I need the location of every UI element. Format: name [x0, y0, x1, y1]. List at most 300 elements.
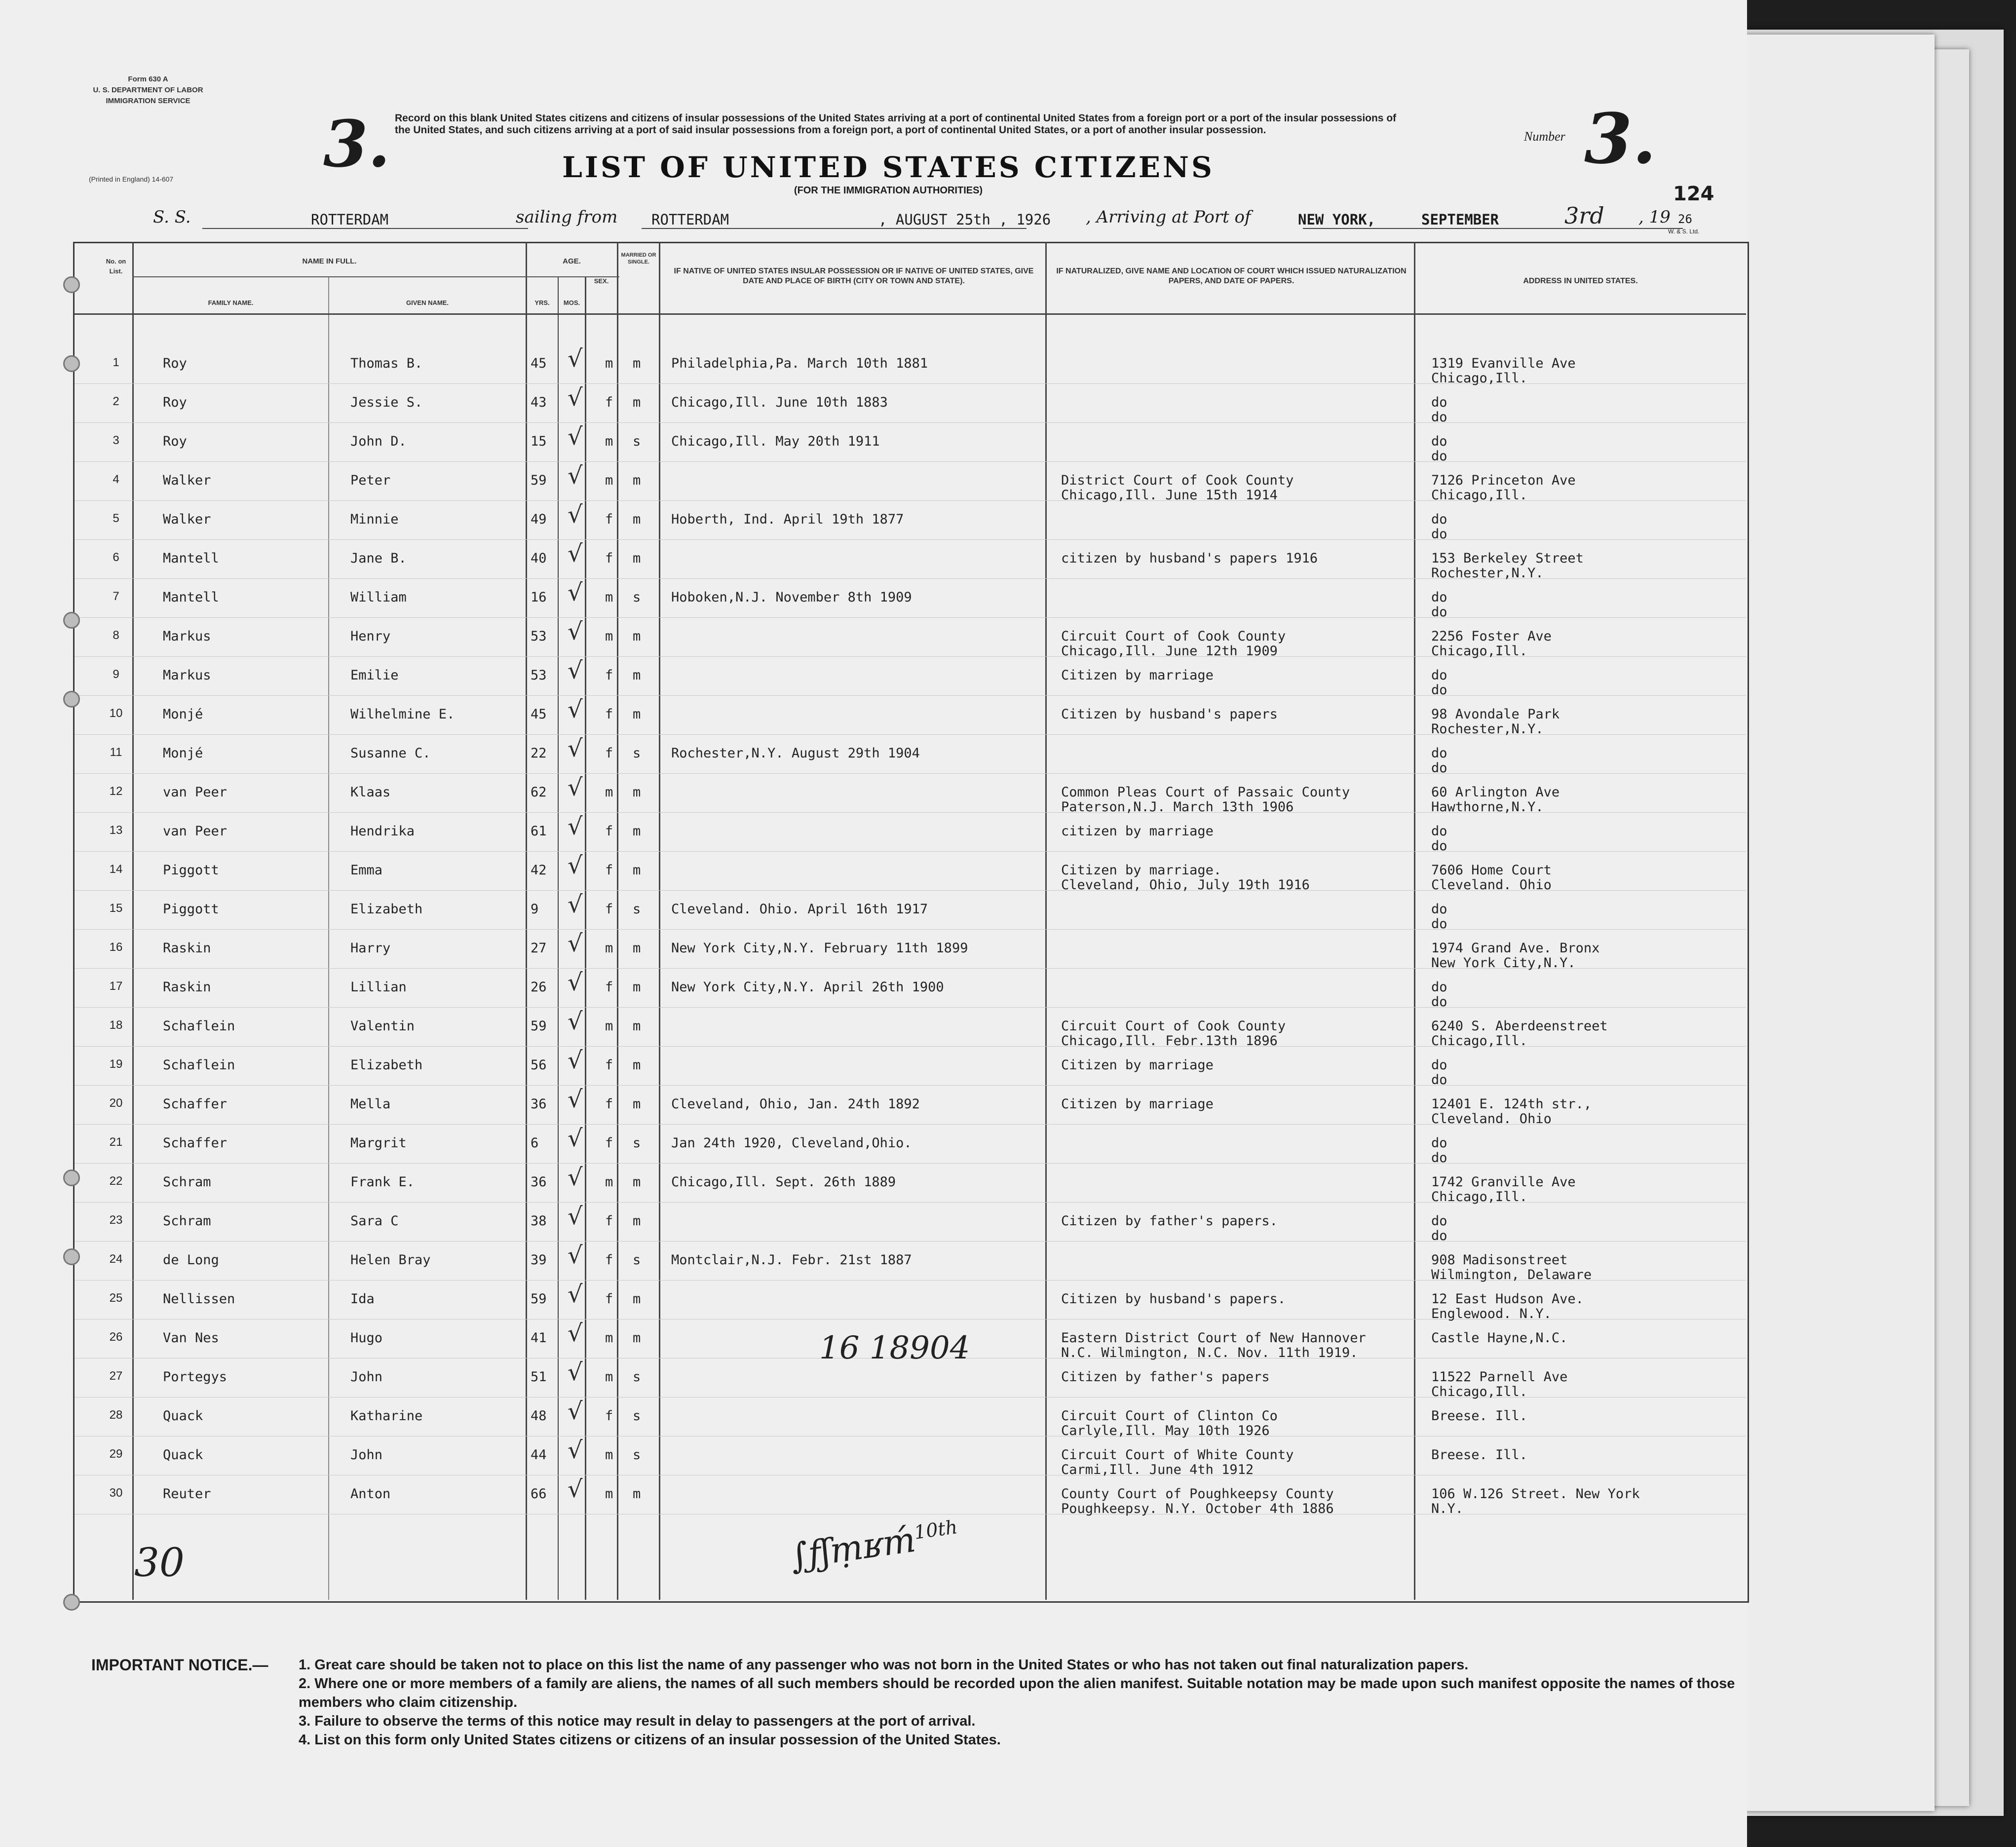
age-years: 38	[531, 1213, 547, 1229]
age-years: 16	[531, 590, 547, 605]
row-number: 4	[113, 473, 119, 486]
row-number: 30	[109, 1486, 123, 1500]
naturalization-line1: citizen by husband's papers 1916	[1061, 551, 1318, 566]
row-rule	[75, 1085, 1746, 1086]
given-name: Lillian	[350, 980, 407, 995]
marital-status: m	[633, 395, 641, 410]
age-years: 9	[531, 902, 539, 917]
address-line1: do	[1431, 512, 1447, 527]
address-line1: 2256 Foster Ave	[1431, 629, 1552, 644]
given-name: Minnie	[350, 512, 399, 527]
check-mark: √	[568, 1203, 583, 1230]
birth-info: Jan 24th 1920, Cleveland,Ohio.	[671, 1135, 912, 1151]
sex: f	[605, 707, 613, 722]
year-prefix: , 19	[1638, 207, 1671, 227]
address-line2: Rochester,N.Y.	[1431, 721, 1544, 737]
marital-status: m	[633, 1018, 641, 1034]
sex: m	[605, 1174, 613, 1190]
naturalization-line1: Citizen by marriage	[1061, 1057, 1214, 1073]
age-years: 53	[531, 668, 547, 683]
col-address: ADDRESS IN UNITED STATES.	[1523, 277, 1638, 285]
address-line1: 153 Berkeley Street	[1431, 551, 1584, 566]
sex: f	[605, 1135, 613, 1151]
marital-status: m	[633, 356, 641, 371]
sex: m	[605, 1018, 613, 1034]
address-line1: do	[1431, 1057, 1447, 1073]
age-years: 39	[531, 1252, 547, 1268]
marital-status: m	[633, 473, 641, 488]
age-years: 53	[531, 629, 547, 644]
sex: m	[605, 356, 613, 371]
address-line1: do	[1431, 1213, 1447, 1229]
row-number: 1	[113, 356, 119, 369]
check-mark: √	[568, 1086, 583, 1113]
sex: m	[605, 1369, 613, 1385]
marital-status: m	[633, 1330, 641, 1346]
marital-status: m	[633, 785, 641, 800]
family-name: Piggott	[163, 902, 219, 917]
given-name: Hendrika	[350, 824, 415, 839]
binding-hole	[63, 691, 80, 708]
page-subtitle: (FOR THE IMMIGRATION AUTHORITIES)	[794, 185, 983, 196]
address-line2: Hawthorne,N.Y.	[1431, 799, 1544, 815]
service-name: IMMIGRATION SERVICE	[106, 97, 190, 105]
given-name: Elizabeth	[350, 1057, 423, 1073]
family-name: Reuter	[163, 1486, 211, 1502]
given-name: John	[350, 1447, 383, 1463]
sex: m	[605, 590, 613, 605]
address-line2: Englewood. N.Y.	[1431, 1306, 1552, 1321]
naturalization-line1: Citizen by father's papers	[1061, 1369, 1270, 1385]
age-years: 40	[531, 551, 547, 566]
family-name: Roy	[163, 434, 187, 449]
col-birth: IF NATIVE OF UNITED STATES INSULAR POSSESSION OR IF NATIVE OF UNITED STATES, GIVE DATE AND PLACE OF BIRTH (CITY OR TOWN AND STATE).	[674, 267, 1034, 285]
address-line2: do	[1431, 994, 1447, 1010]
address-line2: do	[1431, 1228, 1447, 1244]
check-mark: √	[568, 1125, 583, 1152]
birth-info: Cleveland. Ohio. April 16th 1917	[671, 902, 928, 917]
age-years: 27	[531, 941, 547, 956]
check-mark: √	[568, 1008, 583, 1035]
address-line1: do	[1431, 1135, 1447, 1151]
age-years: 36	[531, 1096, 547, 1112]
address-line2: do	[1431, 449, 1447, 464]
given-name: Susanne C.	[350, 746, 431, 761]
address-line2: do	[1431, 604, 1447, 620]
naturalization-line2: Carmi,Ill. June 4th 1912	[1061, 1462, 1254, 1477]
row-number: 22	[109, 1174, 123, 1188]
family-name: Quack	[163, 1408, 203, 1424]
birth-info: Chicago,Ill. Sept. 26th 1889	[671, 1174, 896, 1190]
notice-item: 3. Failure to observe the terms of this notice may result in delay to passengers at the port of arrival.	[299, 1713, 976, 1729]
row-number: 11	[110, 746, 122, 759]
department-name: U. S. DEPARTMENT OF LABOR	[93, 86, 203, 94]
address-line1: do	[1431, 980, 1447, 995]
address-line2: N.Y.	[1431, 1501, 1464, 1516]
printer-mark: W. & S. Ltd.	[1668, 228, 1700, 235]
sex: f	[605, 551, 613, 566]
naturalization-line1: Citizen by marriage.	[1061, 863, 1222, 878]
given-name: Anton	[350, 1486, 391, 1502]
given-name: Hugo	[350, 1330, 383, 1346]
binding-hole	[63, 612, 80, 629]
check-mark: √	[568, 1436, 583, 1464]
given-name: Klaas	[350, 785, 391, 800]
check-mark: √	[568, 813, 583, 840]
address-line1: Castle Hayne,N.C.	[1431, 1330, 1568, 1346]
address-line1: do	[1431, 902, 1447, 917]
given-name: Emma	[350, 863, 383, 878]
notice-item: 1. Great care should be taken not to place on this list the name of any passenger who was not born in the United States or who has not taken out final naturalization papers.	[299, 1657, 1469, 1673]
sex: f	[605, 1408, 613, 1424]
address-line2: do	[1431, 916, 1447, 932]
age-years: 15	[531, 434, 547, 449]
birth-info: New York City,N.Y. April 26th 1900	[671, 980, 944, 995]
col-given: GIVEN NAME.	[406, 299, 449, 306]
naturalization-line2: Paterson,N.J. March 13th 1906	[1061, 799, 1294, 815]
sex: f	[605, 668, 613, 683]
address-line2: do	[1431, 1072, 1447, 1088]
number-value: 3.	[1584, 99, 1657, 180]
ss-label: S. S.	[153, 207, 191, 227]
address-line1: do	[1431, 668, 1447, 683]
arrival-month: SEPTEMBER	[1421, 211, 1499, 228]
marital-status: m	[633, 863, 641, 878]
given-name: Mella	[350, 1096, 391, 1112]
marital-status: s	[633, 1408, 641, 1424]
check-mark: √	[568, 735, 583, 762]
family-name: van Peer	[163, 824, 228, 839]
row-number: 21	[109, 1135, 123, 1149]
birth-info: New York City,N.Y. February 11th 1899	[671, 941, 968, 956]
marital-status: m	[633, 824, 641, 839]
address-line1: 60 Arlington Ave	[1431, 785, 1560, 800]
age-years: 59	[531, 1018, 547, 1034]
notice-item: 4. List on this form only United States citizens or citizens of an insular possession of the United States.	[299, 1732, 1001, 1748]
handwritten-list-number: 3.	[323, 106, 390, 182]
row-rule	[75, 773, 1746, 774]
address-line2: Cleveland. Ohio	[1431, 877, 1552, 893]
marital-status: s	[633, 1447, 641, 1463]
col-no: No. on List.	[106, 258, 126, 275]
printed-note: (Printed in England) 14-607	[89, 175, 174, 183]
family-name: Schram	[163, 1213, 211, 1229]
check-mark: √	[568, 1164, 583, 1191]
row-number: 23	[109, 1213, 123, 1227]
address-line2: Chicago,Ill.	[1431, 488, 1528, 503]
col-naturalized: IF NATURALIZED, GIVE NAME AND LOCATION OF COURT WHICH ISSUED NATURALIZATION PAPERS, AND DATE OF PAPERS.	[1056, 267, 1407, 285]
address-line2: Wilmington, Delaware	[1431, 1267, 1592, 1282]
birth-info: Chicago,Ill. June 10th 1883	[671, 395, 888, 410]
age-years: 43	[531, 395, 547, 410]
marital-status: s	[633, 590, 641, 605]
family-name: Van Nes	[163, 1330, 219, 1346]
marital-status: m	[633, 668, 641, 683]
family-name: Monjé	[163, 707, 203, 722]
given-name: William	[350, 590, 407, 605]
sex: f	[605, 512, 613, 527]
check-mark: √	[568, 852, 583, 879]
address-line2: Chicago,Ill.	[1431, 1189, 1528, 1205]
age-years: 6	[531, 1135, 539, 1151]
address-line1: 7606 Home Court	[1431, 863, 1552, 878]
age-years: 59	[531, 473, 547, 488]
arrival-day: 3rd	[1564, 202, 1604, 229]
row-number: 9	[113, 668, 119, 681]
row-rule	[75, 851, 1746, 852]
form-number: Form 630 A	[128, 75, 168, 83]
marital-status: m	[633, 1486, 641, 1502]
naturalization-line1: Circuit Court of Cook County	[1061, 1018, 1286, 1034]
birth-info: Montclair,N.J. Febr. 21st 1887	[671, 1252, 912, 1268]
marital-status: m	[633, 1213, 641, 1229]
address-line1: 1974 Grand Ave. Bronx	[1431, 941, 1600, 956]
row-number: 26	[109, 1330, 123, 1344]
binding-hole	[63, 355, 80, 372]
marital-status: s	[633, 1135, 641, 1151]
family-name: Markus	[163, 668, 211, 683]
check-mark: √	[568, 618, 583, 645]
check-mark: √	[568, 969, 583, 996]
given-name: Peter	[350, 473, 391, 488]
given-name: Helen Bray	[350, 1252, 431, 1268]
address-line2: New York City,N.Y.	[1431, 955, 1576, 971]
col-family: FAMILY NAME.	[208, 299, 254, 306]
family-name: Roy	[163, 395, 187, 410]
sailing-from-label: sailing from	[516, 207, 618, 227]
age-years: 61	[531, 824, 547, 839]
page-title: LIST OF UNITED STATES CITIZENS	[562, 151, 1215, 184]
sex: f	[605, 980, 613, 995]
sex: f	[605, 902, 613, 917]
family-name: Raskin	[163, 941, 211, 956]
address-line1: do	[1431, 434, 1447, 449]
instructions-text: Record on this blank United States citizens and citizens of insular possessions of the United States arriving at a port of continental United States from a foreign port or a port of the insular possessions of the United States, and such citizens arriving at a port of said insular possessions from a foreign port, a port of continental United States, or a port of another insular possession.	[395, 113, 1397, 136]
age-years: 56	[531, 1057, 547, 1073]
col-married: MARRIED OR SINGLE.	[621, 252, 656, 265]
check-mark: √	[568, 579, 583, 606]
naturalization-line2: Cleveland, Ohio, July 19th 1916	[1061, 877, 1310, 893]
address-line1: Breese. Ill.	[1431, 1447, 1528, 1463]
sex: f	[605, 863, 613, 878]
family-name: Raskin	[163, 980, 211, 995]
birth-info: Hoberth, Ind. April 19th 1877	[671, 512, 904, 527]
row-number: 7	[113, 590, 119, 603]
address-line2: do	[1431, 838, 1447, 854]
check-mark: √	[568, 1047, 583, 1074]
check-mark: √	[568, 657, 583, 684]
naturalization-line1: Citizen by husband's papers	[1061, 707, 1278, 722]
row-number: 8	[113, 629, 119, 642]
notice-item: 2. Where one or more members of a family are aliens, the names of all such members should be recorded upon the alien manifest. Suitable notation may be made upon such manifest opposite the names of those members who claim citizenship.	[299, 1676, 1735, 1710]
sex: f	[605, 395, 613, 410]
naturalization-line1: County Court of Poughkeepsy County	[1061, 1486, 1334, 1502]
address-line1: 98 Avondale Park	[1431, 707, 1560, 722]
notice-label: IMPORTANT NOTICE.—	[91, 1656, 268, 1674]
sex: f	[605, 1057, 613, 1073]
family-name: Schaflein	[163, 1018, 235, 1034]
address-line1: 106 W.126 Street. New York	[1431, 1486, 1640, 1502]
row-rule	[75, 929, 1746, 930]
address-line1: 12401 E. 124th str.,	[1431, 1096, 1592, 1112]
row-number: 10	[109, 707, 123, 720]
address-line2: Chicago,Ill.	[1431, 1033, 1528, 1049]
naturalization-line1: District Court of Cook County	[1061, 473, 1294, 488]
sex: m	[605, 473, 613, 488]
family-name: Schaffer	[163, 1135, 228, 1151]
family-name: Markus	[163, 629, 211, 644]
departure-port: ROTTERDAM	[651, 211, 729, 228]
given-name: Valentin	[350, 1018, 415, 1034]
voyage-line	[148, 202, 1727, 237]
marital-status: m	[633, 1096, 641, 1112]
sex: m	[605, 1330, 613, 1346]
age-years: 48	[531, 1408, 547, 1424]
row-rule	[75, 461, 1746, 462]
address-line1: 908 Madisonstreet	[1431, 1252, 1568, 1268]
handwritten-number: 16 18904	[819, 1330, 970, 1366]
total-count: 30	[134, 1540, 185, 1585]
row-number: 12	[109, 785, 123, 798]
address-line1: Breese. Ill.	[1431, 1408, 1528, 1424]
family-name: Walker	[163, 473, 211, 488]
family-name: Roy	[163, 356, 187, 371]
sex: f	[605, 824, 613, 839]
age-years: 26	[531, 980, 547, 995]
row-number: 19	[109, 1057, 123, 1071]
naturalization-line1: Circuit Court of Cook County	[1061, 629, 1286, 644]
number-label: Number	[1524, 129, 1565, 144]
check-mark: √	[568, 345, 583, 373]
address-line2: do	[1431, 682, 1447, 698]
check-mark: √	[568, 1242, 583, 1269]
check-mark: √	[568, 384, 583, 412]
address-line2: do	[1431, 527, 1447, 542]
birth-info: Chicago,Ill. May 20th 1911	[671, 434, 880, 449]
row-number: 2	[113, 395, 119, 408]
row-rule	[75, 617, 1746, 618]
col-age: AGE.	[563, 257, 581, 265]
row-number: 20	[109, 1096, 123, 1110]
family-name: Quack	[163, 1447, 203, 1463]
naturalization-line2: N.C. Wilmington, N.C. Nov. 11th 1919.	[1061, 1345, 1358, 1360]
address-line2: do	[1431, 760, 1447, 776]
check-mark: √	[568, 774, 583, 801]
marital-status: m	[633, 941, 641, 956]
binding-hole	[63, 1169, 80, 1186]
address-line2: Chicago,Ill.	[1431, 1384, 1528, 1399]
birth-info: Cleveland, Ohio, Jan. 24th 1892	[671, 1096, 920, 1112]
row-rule	[75, 1007, 1746, 1008]
check-mark: √	[568, 891, 583, 918]
marital-status: m	[633, 551, 641, 566]
check-mark: √	[568, 1397, 583, 1425]
family-name: van Peer	[163, 785, 228, 800]
row-number: 27	[109, 1369, 123, 1383]
marital-status: m	[633, 629, 641, 644]
check-mark: √	[568, 540, 583, 567]
row-rule	[75, 539, 1746, 540]
address-line1: do	[1431, 824, 1447, 839]
given-name: Elizabeth	[350, 902, 423, 917]
birth-info: Rochester,N.Y. August 29th 1904	[671, 746, 920, 761]
naturalization-line2: Poughkeepsy. N.Y. October 4th 1886	[1061, 1501, 1334, 1516]
check-mark: √	[568, 423, 583, 451]
family-name: de Long	[163, 1252, 219, 1268]
check-mark: √	[568, 1358, 583, 1386]
binding-hole	[63, 1248, 80, 1265]
given-name: John	[350, 1369, 383, 1385]
age-years: 36	[531, 1174, 547, 1190]
given-name: John D.	[350, 434, 407, 449]
address-line2: Chicago,Ill.	[1431, 371, 1528, 386]
given-name: Sara C	[350, 1213, 399, 1229]
marital-status: m	[633, 1174, 641, 1190]
age-years: 45	[531, 707, 547, 722]
family-name: Schram	[163, 1174, 211, 1190]
family-name: Piggott	[163, 863, 219, 878]
naturalization-line1: Circuit Court of White County	[1061, 1447, 1294, 1463]
age-years: 59	[531, 1291, 547, 1307]
row-number: 29	[109, 1447, 123, 1461]
sex: m	[605, 434, 613, 449]
family-name: Schaffer	[163, 1096, 228, 1112]
col-name: NAME IN FULL.	[302, 257, 357, 265]
row-number: 17	[109, 980, 123, 993]
marital-status: m	[633, 512, 641, 527]
address-line1: 7126 Princeton Ave	[1431, 473, 1576, 488]
address-line1: do	[1431, 590, 1447, 605]
address-line2: do	[1431, 410, 1447, 425]
check-mark: √	[568, 1475, 583, 1503]
marital-status: s	[633, 902, 641, 917]
row-number: 6	[113, 551, 119, 564]
address-line1: do	[1431, 746, 1447, 761]
address-line2: Cleveland. Ohio	[1431, 1111, 1552, 1127]
naturalization-line2: Chicago,Ill. June 15th 1914	[1061, 488, 1278, 503]
row-number: 3	[113, 434, 119, 447]
address-line1: 6240 S. Aberdeenstreet	[1431, 1018, 1608, 1034]
row-rule	[75, 695, 1746, 696]
marital-status: m	[633, 1291, 641, 1307]
form-info	[89, 74, 207, 107]
age-years: 41	[531, 1330, 547, 1346]
sex: m	[605, 785, 613, 800]
marital-status: m	[633, 1057, 641, 1073]
age-years: 49	[531, 512, 547, 527]
age-years: 42	[531, 863, 547, 878]
check-mark: √	[568, 462, 583, 490]
sex: f	[605, 1213, 613, 1229]
sex: m	[605, 941, 613, 956]
binding-hole	[63, 1594, 80, 1611]
row-rule	[75, 1163, 1746, 1164]
notice-list	[299, 1656, 1745, 1749]
naturalization-line1: citizen by marriage	[1061, 824, 1214, 839]
row-number: 24	[109, 1252, 123, 1266]
address-line2: Rochester,N.Y.	[1431, 565, 1544, 581]
row-number: 16	[109, 941, 123, 954]
check-mark: √	[568, 1281, 583, 1308]
naturalization-line1: Eastern District Court of New Hannover	[1061, 1330, 1366, 1346]
family-name: Nellissen	[163, 1291, 235, 1307]
family-name: Mantell	[163, 590, 219, 605]
given-name: Henry	[350, 629, 391, 644]
age-years: 51	[531, 1369, 547, 1385]
row-number: 13	[109, 824, 123, 837]
arriving-label: , Arriving at Port of	[1086, 207, 1251, 227]
row-number: 15	[109, 902, 123, 915]
